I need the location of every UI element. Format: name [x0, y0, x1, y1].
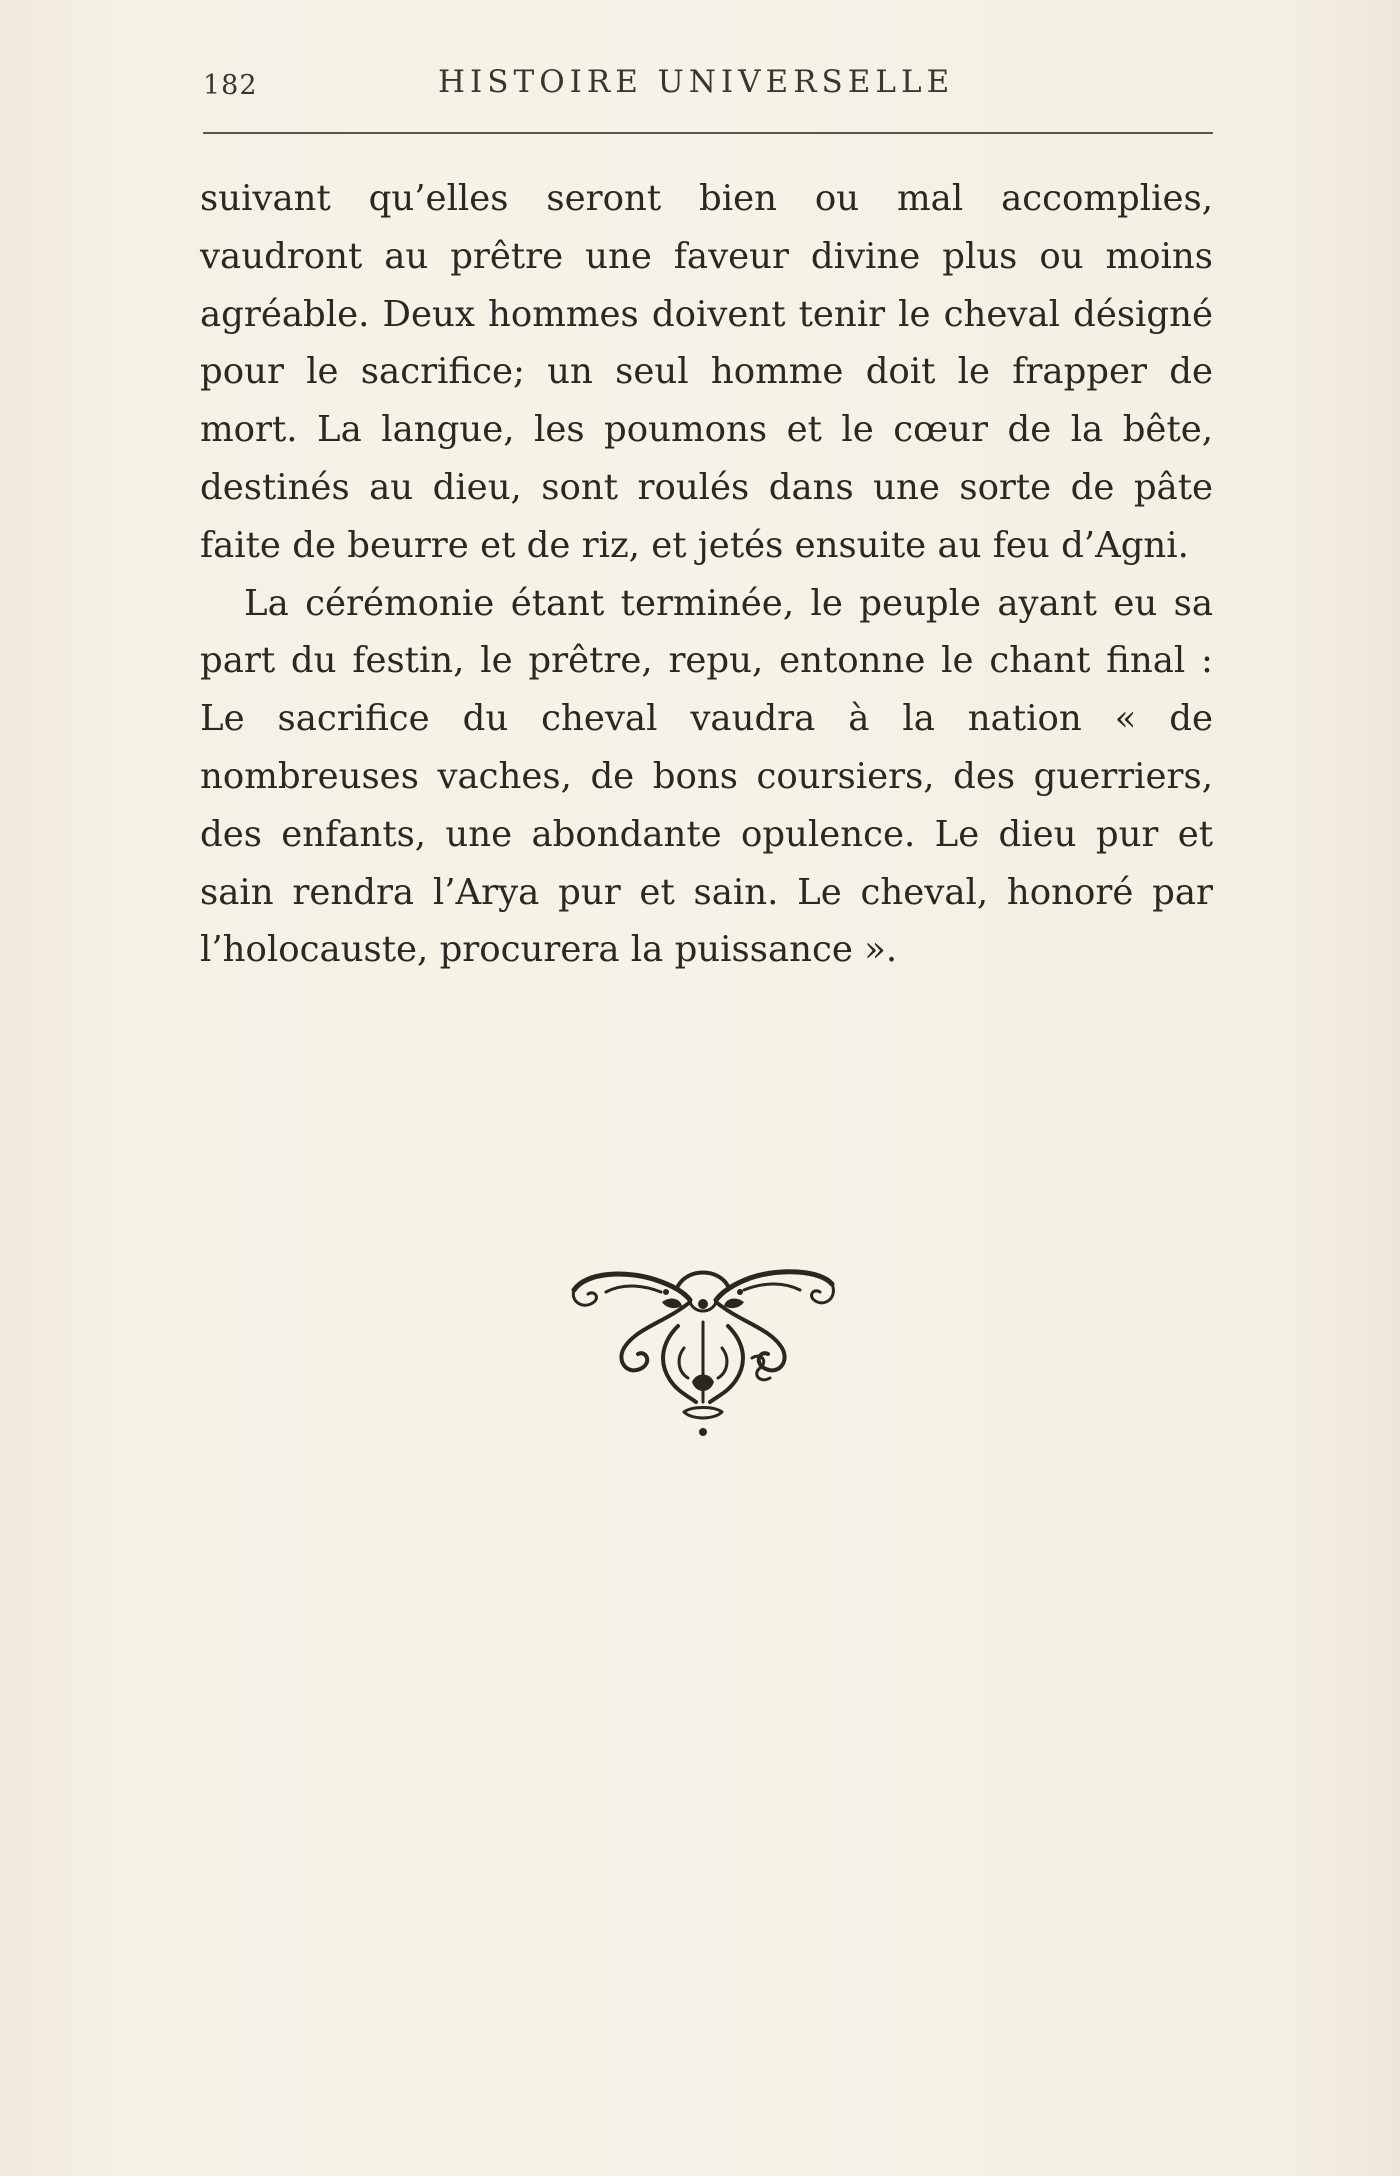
page-header: [203, 62, 1213, 110]
page-number: 182: [203, 70, 258, 101]
paragraph-2: La cérémonie étant terminée, le peuple ayant eu sa part du festin, le prêtre, repu, entonne le chant final : Le sacrifice du cheval vaudra à la nation « de nombreuses vaches, de bons coursiers, des guerriers, des enfants, une abondante opulence. Le dieu pur et sain rendra l’Arya pur et sain. Le cheval, honoré par l’holocauste, procurera la puissance ».: [200, 582, 1213, 971]
body-text: [200, 170, 1213, 979]
tailpiece-ornament-icon: [566, 1262, 840, 1442]
header-rule: [203, 132, 1213, 134]
paragraph-1: suivant qu’elles seront bien ou mal accomplies, vaudront au prêtre une faveur divine plus ou moins agréable. Deux hommes doivent tenir le cheval désigné pour le sacrifice; un seul homme doit le frapper de mort. La langue, les poumons et le cœur de la bête, destinés au dieu, sont roulés dans une sorte de pâte faite de beurre et de riz, et jetés ensuite au feu d’Agni.: [200, 178, 1213, 566]
running-title: HISTOIRE UNIVERSELLE: [438, 64, 955, 100]
